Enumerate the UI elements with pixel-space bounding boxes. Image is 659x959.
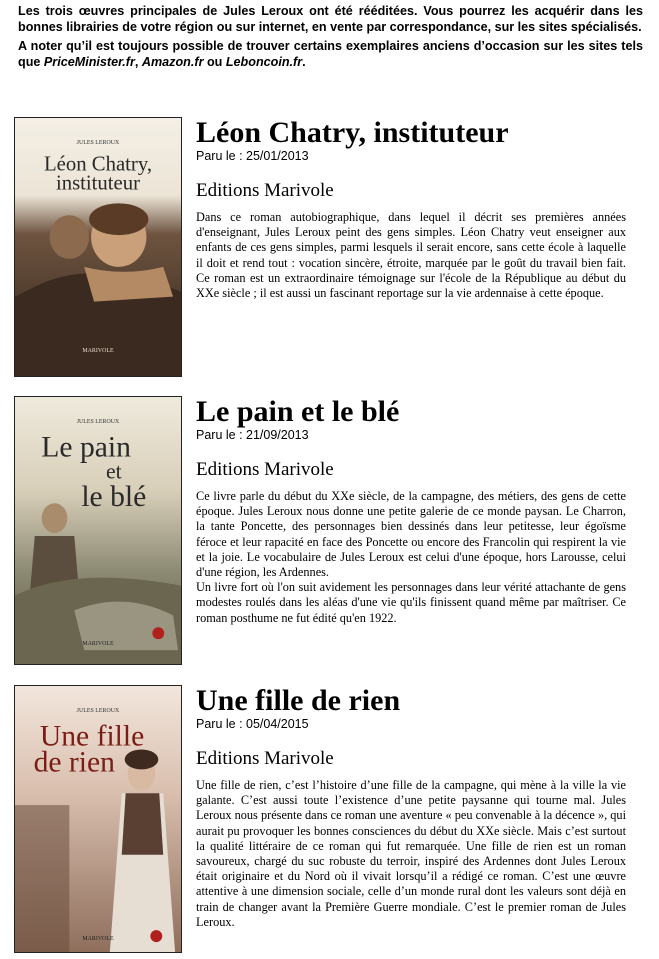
- book-date: Paru le : 21/09/2013: [196, 428, 309, 442]
- book-title: Une fille de rien: [196, 684, 401, 717]
- site-priceminister: PriceMinister.fr: [43, 54, 135, 69]
- cover-title-line-1: Léon Chatry,: [43, 152, 153, 176]
- book-description: [196, 210, 626, 301]
- description-paragraph: Dans ce roman autobiographique, dans lequel il décrit ses premières années d'enseignant, Jules Leroux peint des gens simples. Léon Chatry veut enseigner aux enfants de ces gens simples, parmi lesquels il serait encore, sans cette école à laquelle il doit et rend tout : vocation sincère, étroite, marquée par le goût du travail bien fait. Ce roman est un extraordinaire témoignage sur l'école de la République au début du XXe siècle ; il est aussi un fascinant reportage sur la vie ardennaise à cette époque.: [196, 210, 626, 301]
- cover-title-line-1: Une fille: [39, 720, 145, 753]
- book-publisher: Editions Marivole: [196, 180, 334, 201]
- cover-title-line-2: instituteur: [55, 171, 141, 195]
- description-paragraph: Une fille de rien, c’est l’histoire d’une fille de la campagne, qui mène à la ville la vie galante. C’est aussi toute l’existence d’une petite paysanne qui tourne mal. Jules Leroux nous présente dans ce roman une aventure « peu convenable à la décence », qui aurait pu provoquer les bonnes consciences du début du XXe siècle. Mais c’est surtout la qualité littéraire de ce roman qui fut remarquée. Une fille de rien est un roman savoureux, chargé du suc robuste du terroir, inspiré des Ardennes dont Jules Leroux était originaire et du Nord où il vivait lorsqu’il a rédigé ce roman. C’est une œuvre attentive à une dimension sociale, celle d’un monde rural dont les valeurs sont déjà en train de changer avant la Première Guerre mondiale. C’est le premier roman de Jules Leroux.: [196, 778, 626, 929]
- cover-title-line-1: Le pain: [41, 431, 131, 464]
- book-description: [196, 778, 626, 930]
- book-date: Paru le : 05/04/2015: [196, 717, 309, 731]
- cover-author: JULES LEROUX: [76, 418, 120, 425]
- site-amazon: Amazon.fr: [141, 54, 204, 69]
- cover-title-line-2: de rien: [33, 746, 115, 779]
- intro-text: [18, 4, 643, 70]
- book-title: Léon Chatry, instituteur: [196, 116, 509, 149]
- book-cover-image: [14, 685, 182, 953]
- intro-paragraph-2: A noter qu’il est toujours possible de trouver certains exemplaires anciens d’occasion sur les sites tels que PriceMinister.fr, Amazon.fr ou Leboncoin.fr.: [18, 39, 643, 69]
- intro-paragraph-1: Les trois œuvres principales de Jules Leroux ont été rééditées. Vous pourrez les acquérir dans les bonnes librairies de votre région ou sur internet, en vente par correspondance, sur les sites spécialisés.: [18, 4, 643, 34]
- description-paragraph: Un livre fort où l'on suit avidement les personnages dans leur vérité attachante de gens modestes roulés dans les aléas d'une vie qu'ils finissent quand même par maîtriser. Ce roman posthume ne fut édité qu'en 1922.: [196, 580, 626, 625]
- book-publisher: Editions Marivole: [196, 748, 334, 769]
- book-title: Le pain et le blé: [196, 395, 400, 428]
- book-publisher: Editions Marivole: [196, 459, 334, 480]
- book-cover-image: [14, 117, 182, 377]
- book-date: Paru le : 25/01/2013: [196, 149, 309, 163]
- cover-publisher: MARIVOLE: [82, 936, 114, 943]
- book-info: [196, 685, 626, 930]
- cover-author: JULES LEROUX: [76, 707, 120, 714]
- cover-publisher: MARIVOLE: [82, 348, 114, 355]
- book-info: [196, 117, 626, 301]
- site-leboncoin: Leboncoin.fr: [225, 54, 303, 69]
- cover-publisher: MARIVOLE: [82, 641, 114, 648]
- intro-paragraph-2-text: A noter qu’il est toujours possible de trouver certains exemplaires anciens d’occasion sur les sites tels que: [18, 39, 643, 69]
- cover-author: JULES LEROUX: [76, 139, 120, 146]
- cover-title-line-2: et: [105, 459, 122, 484]
- cover-title-line-3: le blé: [81, 481, 147, 514]
- book-info: [196, 396, 626, 626]
- book-description: [196, 489, 626, 626]
- description-paragraph: Ce livre parle du début du XXe siècle, de la campagne, des métiers, des gens de cette époque. Jules Leroux nous donne une petite galerie de ce monde paysan. Le Charron, la tante Poncette, des personnages bien dessinés dans leur petitesse, leur égoïsme féroce et leur rapacité en face des Poncette ou encore des Francolin qui respirent la vie et la joie. Le vocabulaire de Jules Leroux est celui d'une époque, hors Larousse, celui d'une région, les Ardennes.: [196, 489, 626, 580]
- book-cover-image: [14, 396, 182, 665]
